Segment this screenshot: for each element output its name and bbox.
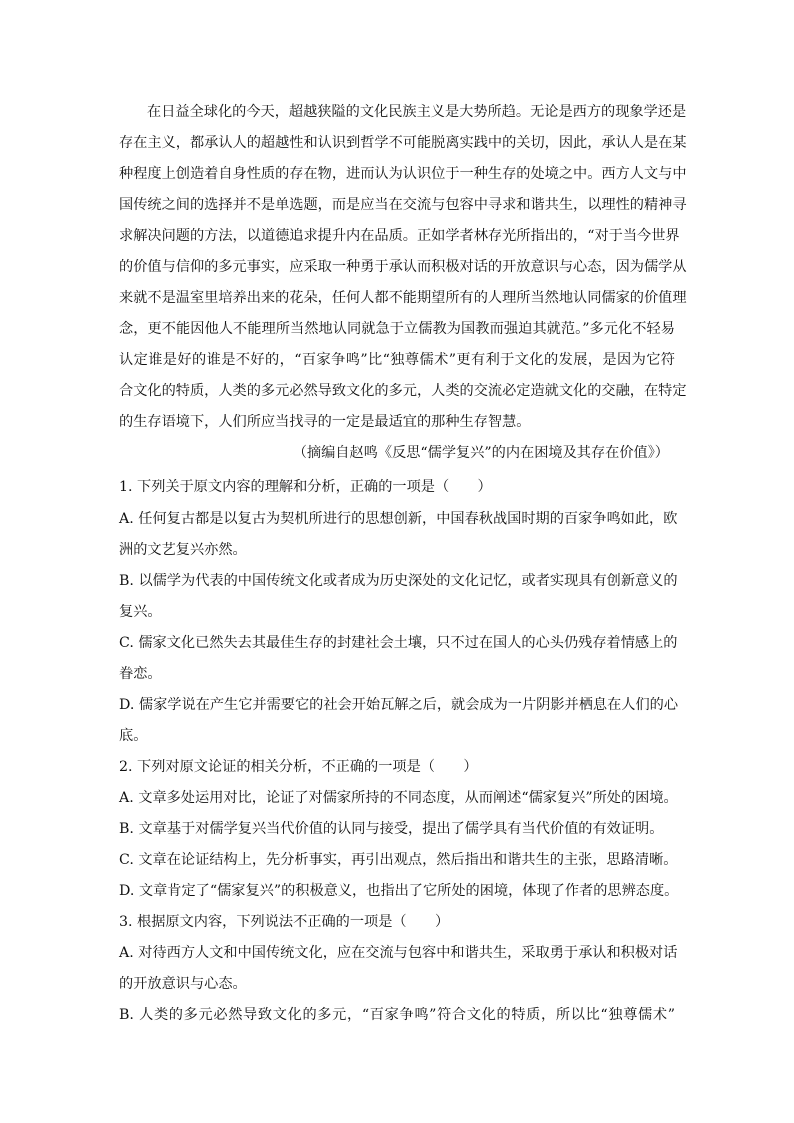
- question-option: D. 儒家学说在产生它并需要它的社会开始瓦解之后，就会成为一片阴影并栖息在人们的心: [119, 697, 679, 713]
- question-option-continued: 的开放意识与心态。: [119, 976, 247, 992]
- question-option: B. 以儒学为代表的中国传统文化或者成为历史深处的文化记忆，或者实现具有创新意义的: [119, 573, 678, 589]
- question-option: B. 文章基于对儒学复兴当代价值的认同与接受，提出了儒学具有当代价值的有效证明。: [119, 821, 664, 837]
- question-stem: 1. 下列关于原文内容的理解和分析，正确的一项是（ ）: [119, 479, 492, 495]
- article-line: 合文化的特质，人类的多元必然导致文化的多元，人类的交流必定造就文化的交融，在特定: [119, 383, 687, 399]
- question-option: A. 文章多处运用对比，论证了对儒家所持的不同态度，从而阐述“儒家复兴”所处的困境。: [119, 790, 678, 806]
- question-option: C. 文章在论证结构上，先分析事实，再引出观点，然后指出和谐共生的主张，思路清晰。: [119, 852, 678, 868]
- question-option: A. 对待西方人文和中国传统文化，应在交流与包容中和谐共生，采取勇于承认和积极对话: [119, 945, 678, 961]
- question-option-continued: 洲的文艺复兴亦然。: [119, 542, 247, 558]
- question-option-continued: 底。: [119, 728, 148, 744]
- question-option: A. 任何复古都是以复古为契机所进行的思想创新，中国春秋战国时期的百家争鸣如此，欧: [119, 511, 678, 527]
- article-line: 种程度上创造着自身性质的存在物，进而认为认识位于一种生存的处境之中。西方人文与中: [119, 166, 687, 182]
- question-stem: 3. 根据原文内容，下列说法不正确的一项是（ ）: [119, 914, 450, 930]
- article-line: 在日益全球化的今天，超越狭隘的文化民族主义是大势所趋。无论是西方的现象学还是: [147, 104, 687, 120]
- article-line: 认定谁是好的谁是不好的，“百家争鸣”比“独尊儒术”更有利于文化的发展，是因为它符: [119, 352, 675, 368]
- article-line: 念，更不能因他人不能理所当然地认同就急于立儒教为国教而强迫其就范。”多元化不轻易: [119, 321, 675, 337]
- article-line: 国传统之间的选择并不是单选题，而是应当在交流与包容中寻求和谐共生，以理性的精神寻: [119, 197, 687, 213]
- question-option: B. 人类的多元必然导致文化的多元，“百家争鸣”符合文化的特质，所以比“独尊儒术”: [119, 1007, 675, 1023]
- question-option-continued: 眷恋。: [119, 666, 162, 682]
- article-line: 来就不是温室里培养出来的花朵，任何人都不能期望所有的人理所当然地认同儒家的价值理: [119, 290, 687, 306]
- question-stem: 2. 下列对原文论证的相关分析，不正确的一项是（ ）: [119, 759, 478, 775]
- question-option: D. 文章肯定了“儒家复兴”的积极意义，也指出了它所处的困境，体现了作者的思辨态度。: [119, 883, 679, 899]
- article-source: （摘编自赵鸣《反思“儒学复兴”的内在困境及其存在价值》）: [292, 445, 669, 461]
- article-line: 的价值与信仰的多元事实，应采取一种勇于承认而积极对话的开放意识与心态，因为儒学从: [119, 259, 687, 275]
- article-line: 求解决问题的方法，以道德追求提升内在品质。正如学者林存光所指出的，“对于当今世界: [119, 228, 680, 244]
- question-option-continued: 复兴。: [119, 604, 162, 620]
- question-option: C. 儒家文化已然失去其最佳生存的封建社会土壤，只不过在国人的心头仍残存着情感上的: [119, 635, 678, 651]
- article-line: 的生存语境下，人们所应当找寻的一定是最适宜的那种生存智慧。: [119, 414, 531, 430]
- article-line: 存在主义，都承认人的超越性和认识到哲学不可能脱离实践中的关切，因此，承认人是在某: [119, 135, 687, 151]
